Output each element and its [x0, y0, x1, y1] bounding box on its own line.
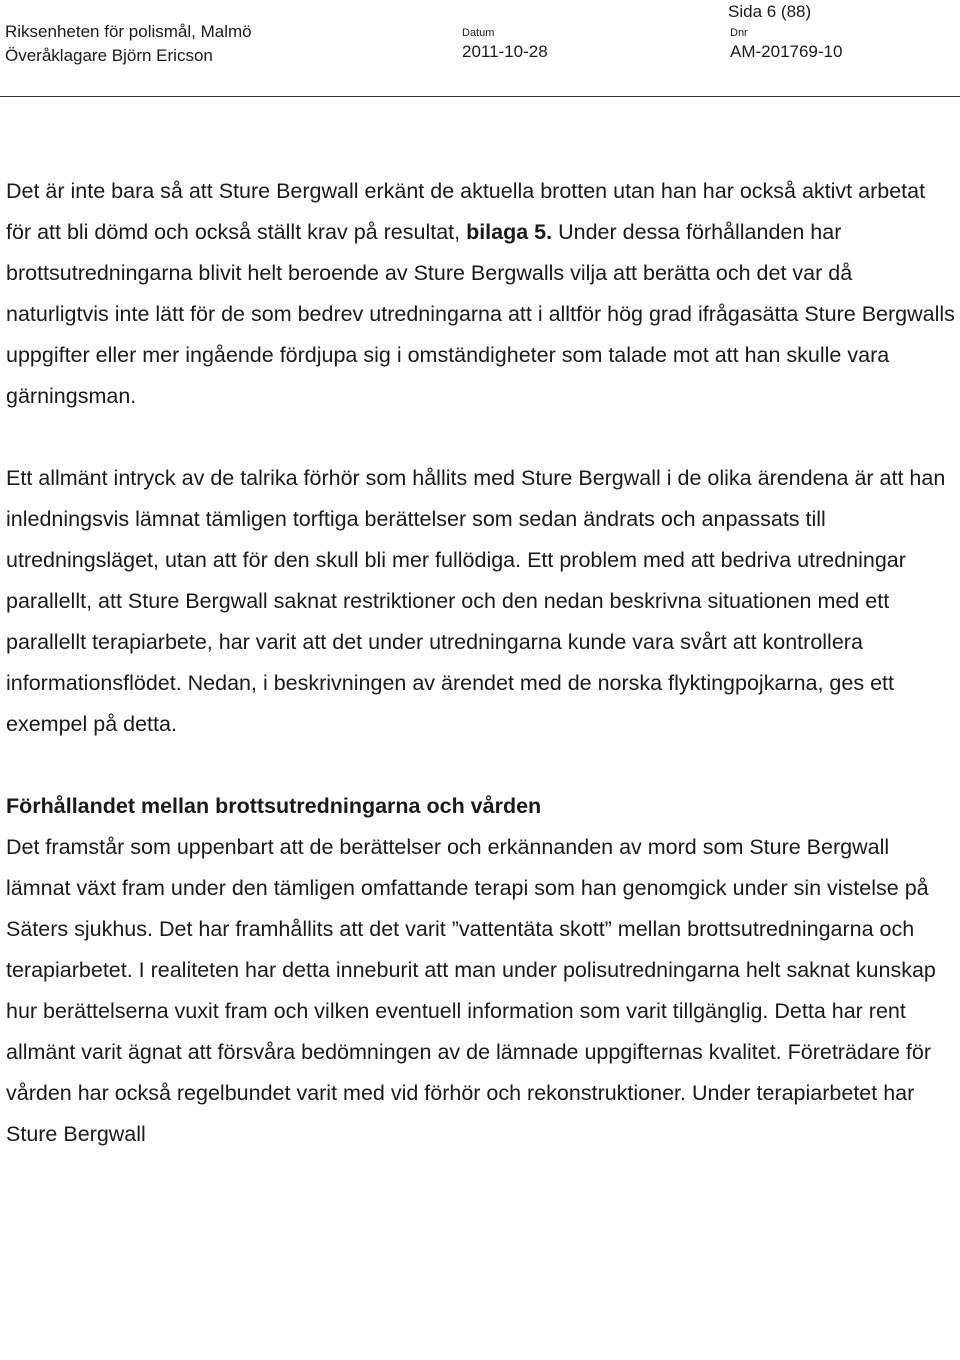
header-organization: Riksenheten för polismål, Malmö — [5, 22, 252, 41]
paragraph-1-text-b: Under dessa förhållanden har brottsutredningarna blivit helt beroende av Sture Bergwalls vilja att berätta och det var då naturligtvis inte lätt för de som bedrev utredningarna att i alltför hög grad ifrågasätta Sture Bergwalls uppgifter eller mer ingående fördjupa sig i omständigheter som talade mot att han skulle vara gärningsman. — [6, 220, 955, 408]
dnr-label: Dnr — [730, 27, 748, 39]
section-heading: Förhållandet mellan brottsutredningarna och vården — [6, 794, 542, 818]
date-label: Datum — [462, 27, 495, 39]
document-body — [6, 171, 956, 1155]
header-dnr — [730, 26, 842, 64]
dnr-value: AM-201769-10 — [730, 42, 843, 61]
header-divider — [0, 96, 960, 97]
page-number: Sida 6 (88) — [728, 2, 812, 21]
header-sender — [5, 20, 252, 68]
paragraph-1-text-a: Det är inte bara så att Sture Bergwall erkänt de aktuella brotten utan han har också aktivt arbetat för att bli dömd och också ställt krav på resultat, — [6, 179, 926, 244]
paragraph-2: Ett allmänt intryck av de talrika förhör som hållits med Sture Bergwall i de olika ärendena är att han inledningsvis lämnat tämligen torftiga berättelser som sedan ändrats och anpassats till utredningsläget, utan att för den skull bli mer fullödiga. Ett problem med att bedriva utredningar parallellt, att Sture Bergwall saknat restriktioner och den nedan beskrivna situationen med ett parallellt terapiarbete, har varit att det under utredningarna kunde vara svårt att kontrollera informationsflödet. Nedan, i beskrivningen av ärendet med de norska flyktingpojkarna, ges ett exempel på detta. — [6, 466, 946, 736]
paragraph-3: Det framstår som uppenbart att de berättelser och erkännanden av mord som Sture Bergwall lämnat växt fram under den tämligen omfattande terapi som han genomgick under sin vistelse på Säters sjukhus. Det har framhållits att det varit ”vattentäta skott” mellan brottsutredningarna och terapiarbetet. I realiteten har detta inneburit att man under polisutredningarna helt saknat kunskap hur berättelserna vuxit fram och vilken eventuell information som varit tillgänglig. Detta har rent allmänt varit ägnat att försvåra bedömningen av de lämnade uppgifternas kvalitet. Företrädare för vården har också regelbundet varit med vid förhör och rekonstruktioner. Under terapiarbetet har Sture Bergwall — [6, 835, 936, 1146]
header-date — [462, 26, 548, 64]
date-value: 2011-10-28 — [462, 42, 548, 61]
paragraph-1 — [6, 171, 956, 417]
attachment-reference: bilaga 5. — [466, 220, 553, 244]
header-author: Överåklagare Björn Ericson — [5, 46, 213, 65]
